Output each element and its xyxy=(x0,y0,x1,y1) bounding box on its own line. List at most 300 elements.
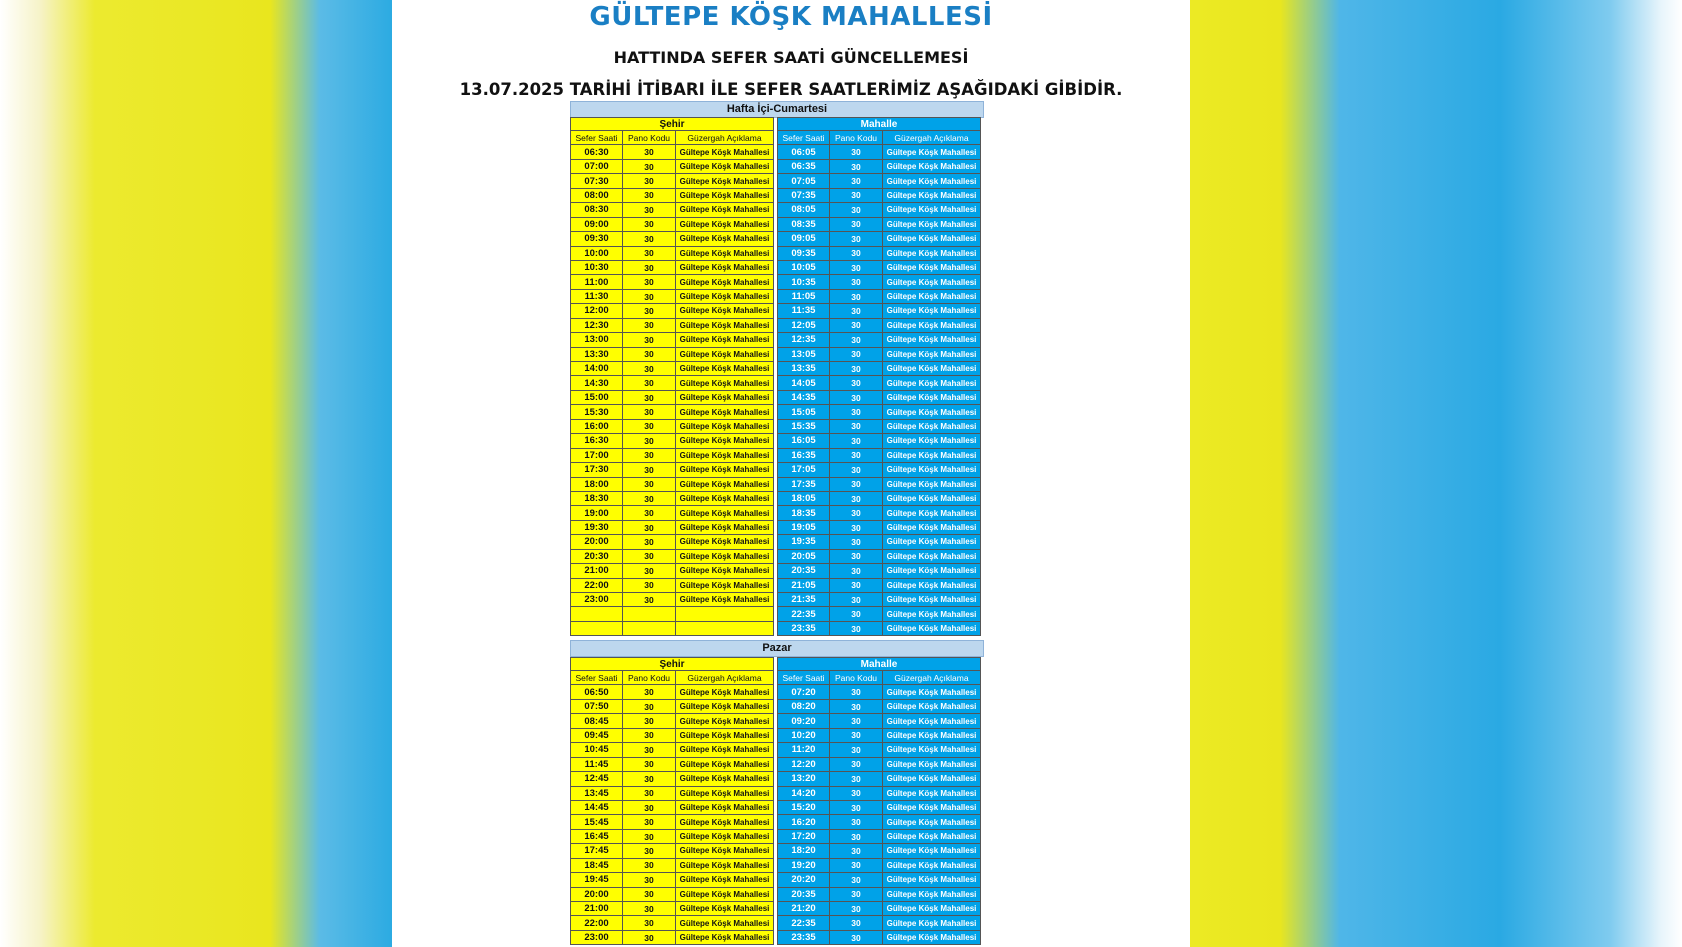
table-row xyxy=(777,607,981,621)
departure-time: 11:35 xyxy=(777,304,830,318)
table-row xyxy=(777,916,981,930)
departure-time: 16:30 xyxy=(570,434,623,448)
departure-time: 17:30 xyxy=(570,463,623,477)
route-code: 30 xyxy=(623,787,676,801)
route-code: 30 xyxy=(623,815,676,829)
departure-time: 23:35 xyxy=(777,622,830,636)
departure-time: 17:45 xyxy=(570,844,623,858)
route-description: Gültepe Köşk Mahallesi xyxy=(883,916,981,930)
route-description: Gültepe Köşk Mahallesi xyxy=(883,362,981,376)
table-row xyxy=(570,247,774,261)
route-description: Gültepe Köşk Mahallesi xyxy=(676,189,774,203)
table-row xyxy=(570,376,774,390)
departure-time: 11:30 xyxy=(570,290,623,304)
route-code: 30 xyxy=(830,478,883,492)
table-row xyxy=(777,247,981,261)
table-row xyxy=(777,801,981,815)
departure-time: 20:05 xyxy=(777,550,830,564)
route-description: Gültepe Köşk Mahallesi xyxy=(676,859,774,873)
route-code: 30 xyxy=(830,405,883,419)
route-description: Gültepe Köşk Mahallesi xyxy=(676,247,774,261)
route-code: 30 xyxy=(830,434,883,448)
route-description: Gültepe Köşk Mahallesi xyxy=(883,729,981,743)
table-row xyxy=(777,376,981,390)
table-row xyxy=(570,304,774,318)
route-description: Gültepe Köşk Mahallesi xyxy=(676,550,774,564)
effective-date-notice: 13.07.2025 TARİHİ İTİBARI İLE SEFER SAATLERİMİZ AŞAĞIDAKİ GİBİDİR. xyxy=(459,80,1123,99)
route-code: 30 xyxy=(830,521,883,535)
departure-time: 07:35 xyxy=(777,189,830,203)
departure-time: 13:30 xyxy=(570,348,623,362)
route-description: Gültepe Köşk Mahallesi xyxy=(883,772,981,786)
departure-time: 14:30 xyxy=(570,376,623,390)
table-row xyxy=(570,232,774,246)
table-row xyxy=(777,685,981,699)
table-row xyxy=(570,550,774,564)
route-description: Gültepe Köşk Mahallesi xyxy=(676,319,774,333)
route-description: Gültepe Köşk Mahallesi xyxy=(676,376,774,390)
table-row xyxy=(570,729,774,743)
departure-time: 23:00 xyxy=(570,931,623,945)
departure-time: 17:05 xyxy=(777,463,830,477)
table-row xyxy=(570,873,774,887)
route-code: 30 xyxy=(830,801,883,815)
departure-time: 07:20 xyxy=(777,685,830,699)
weekday-sehir-table xyxy=(570,117,774,636)
route-description: Gültepe Köşk Mahallesi xyxy=(883,203,981,217)
route-description: Gültepe Köşk Mahallesi xyxy=(883,593,981,607)
route-code: 30 xyxy=(830,685,883,699)
route-description: Gültepe Köşk Mahallesi xyxy=(676,579,774,593)
departure-time: 20:30 xyxy=(570,550,623,564)
departure-time: 12:35 xyxy=(777,333,830,347)
departure-time: 13:45 xyxy=(570,787,623,801)
departure-time: 19:45 xyxy=(570,873,623,887)
route-description: Gültepe Köşk Mahallesi xyxy=(883,506,981,520)
departure-time: 08:05 xyxy=(777,203,830,217)
route-description: Gültepe Köşk Mahallesi xyxy=(883,319,981,333)
departure-time: 13:35 xyxy=(777,362,830,376)
departure-time: 15:35 xyxy=(777,420,830,434)
route-description: Gültepe Köşk Mahallesi xyxy=(676,160,774,174)
table-row xyxy=(570,607,774,621)
route-code: 30 xyxy=(623,550,676,564)
table-row xyxy=(777,189,981,203)
route-description: Gültepe Köşk Mahallesi xyxy=(676,203,774,217)
route-description: Gültepe Köşk Mahallesi xyxy=(676,261,774,275)
route-code: 30 xyxy=(830,916,883,930)
route-code: 30 xyxy=(623,391,676,405)
departure-time: 15:20 xyxy=(777,801,830,815)
route-code: 30 xyxy=(830,189,883,203)
table-row xyxy=(570,492,774,506)
table-row xyxy=(570,579,774,593)
table-row xyxy=(777,579,981,593)
route-description: Gültepe Köşk Mahallesi xyxy=(883,521,981,535)
departure-time: 13:00 xyxy=(570,333,623,347)
route-code: 30 xyxy=(623,859,676,873)
departure-time: 13:05 xyxy=(777,348,830,362)
column-header-row xyxy=(777,131,981,145)
table-row xyxy=(777,232,981,246)
table-row xyxy=(777,348,981,362)
route-description: Gültepe Köşk Mahallesi xyxy=(676,478,774,492)
route-code: 30 xyxy=(623,714,676,728)
route-description: Gültepe Köşk Mahallesi xyxy=(676,275,774,289)
route-description: Gültepe Köşk Mahallesi xyxy=(676,463,774,477)
route-code: 30 xyxy=(623,579,676,593)
departure-time: 22:00 xyxy=(570,579,623,593)
route-code: 30 xyxy=(830,830,883,844)
sunday-sehir-table xyxy=(570,657,774,945)
departure-time: 13:20 xyxy=(777,772,830,786)
route-description: Gültepe Köşk Mahallesi xyxy=(883,714,981,728)
route-code: 30 xyxy=(830,420,883,434)
table-row xyxy=(777,333,981,347)
route-code: 30 xyxy=(623,888,676,902)
table-row xyxy=(777,729,981,743)
page-title: GÜLTEPE KÖŞK MAHALLESİ xyxy=(589,2,993,32)
table-row xyxy=(777,492,981,506)
table-row xyxy=(777,888,981,902)
departure-time: 06:30 xyxy=(570,145,623,159)
route-code: 30 xyxy=(830,449,883,463)
route-description: Gültepe Köşk Mahallesi xyxy=(676,931,774,945)
table-row xyxy=(570,391,774,405)
route-code: 30 xyxy=(623,247,676,261)
route-description: Gültepe Köşk Mahallesi xyxy=(883,218,981,232)
route-description: Gültepe Köşk Mahallesi xyxy=(883,873,981,887)
departure-time: 19:30 xyxy=(570,521,623,535)
departure-time: 18:30 xyxy=(570,492,623,506)
route-description: Gültepe Köşk Mahallesi xyxy=(676,714,774,728)
route-description: Gültepe Köşk Mahallesi xyxy=(676,772,774,786)
table-row xyxy=(570,593,774,607)
table-row xyxy=(570,521,774,535)
route-description: Gültepe Köşk Mahallesi xyxy=(883,622,981,636)
route-description: Gültepe Köşk Mahallesi xyxy=(676,420,774,434)
route-description: Gültepe Köşk Mahallesi xyxy=(676,348,774,362)
route-code: 30 xyxy=(623,145,676,159)
departure-time: 11:20 xyxy=(777,743,830,757)
column-header-row xyxy=(570,131,774,145)
route-description: Gültepe Köşk Mahallesi xyxy=(676,434,774,448)
route-code: 30 xyxy=(623,376,676,390)
table-row xyxy=(570,449,774,463)
departure-time: 09:00 xyxy=(570,218,623,232)
departure-time: 21:35 xyxy=(777,593,830,607)
page-subtitle: HATTINDA SEFER SAATİ GÜNCELLEMESİ xyxy=(613,48,969,67)
route-description: Gültepe Köşk Mahallesi xyxy=(676,362,774,376)
table-row xyxy=(570,218,774,232)
table-row xyxy=(570,758,774,772)
route-description: Gültepe Köşk Mahallesi xyxy=(883,550,981,564)
table-row xyxy=(777,391,981,405)
route-description: Gültepe Köşk Mahallesi xyxy=(883,189,981,203)
departure-time: 10:00 xyxy=(570,247,623,261)
departure-time: 09:20 xyxy=(777,714,830,728)
route-code: 30 xyxy=(830,304,883,318)
table-row xyxy=(777,700,981,714)
departure-time: 08:35 xyxy=(777,218,830,232)
section-title-sunday: Pazar xyxy=(570,640,984,657)
table-row xyxy=(570,830,774,844)
column-header-row xyxy=(570,671,774,685)
departure-time: 17:00 xyxy=(570,449,623,463)
table-row xyxy=(777,902,981,916)
route-description: Gültepe Köşk Mahallesi xyxy=(676,174,774,188)
departure-time: 14:45 xyxy=(570,801,623,815)
route-code: 30 xyxy=(623,873,676,887)
table-row xyxy=(777,449,981,463)
table-row xyxy=(570,506,774,520)
route-description: Gültepe Köşk Mahallesi xyxy=(676,304,774,318)
route-code: 30 xyxy=(830,564,883,578)
route-description: Gültepe Köşk Mahallesi xyxy=(883,376,981,390)
route-code: 30 xyxy=(623,434,676,448)
table-row xyxy=(570,916,774,930)
departure-time: 14:00 xyxy=(570,362,623,376)
departure-time: 20:00 xyxy=(570,888,623,902)
route-code: 30 xyxy=(830,714,883,728)
schedule-sheet xyxy=(392,0,1190,947)
departure-time: 10:45 xyxy=(570,743,623,757)
departure-time: 20:35 xyxy=(777,888,830,902)
route-code: 30 xyxy=(830,333,883,347)
route-code: 30 xyxy=(623,931,676,945)
route-description: Gültepe Köşk Mahallesi xyxy=(883,333,981,347)
departure-time: 20:00 xyxy=(570,535,623,549)
departure-time: 18:35 xyxy=(777,506,830,520)
route-description: Gültepe Köşk Mahallesi xyxy=(883,787,981,801)
route-code: 30 xyxy=(830,787,883,801)
table-row xyxy=(570,420,774,434)
table-row xyxy=(777,145,981,159)
table-row xyxy=(570,564,774,578)
route-code: 30 xyxy=(623,700,676,714)
table-row xyxy=(570,405,774,419)
table-row xyxy=(777,859,981,873)
departure-time: 08:45 xyxy=(570,714,623,728)
departure-time: 18:00 xyxy=(570,478,623,492)
table-row xyxy=(777,218,981,232)
table-row xyxy=(570,174,774,188)
route-description: Gültepe Köşk Mahallesi xyxy=(883,174,981,188)
departure-time: 12:00 xyxy=(570,304,623,318)
route-code: 30 xyxy=(623,449,676,463)
departure-time: 15:00 xyxy=(570,391,623,405)
departure-time: 21:00 xyxy=(570,564,623,578)
table-row xyxy=(777,622,981,636)
table-row xyxy=(777,261,981,275)
route-description: Gültepe Köşk Mahallesi xyxy=(676,492,774,506)
route-code: 30 xyxy=(830,290,883,304)
table-row xyxy=(570,622,774,636)
route-description: Gültepe Köşk Mahallesi xyxy=(883,700,981,714)
departure-time: 11:45 xyxy=(570,758,623,772)
route-description: Gültepe Köşk Mahallesi xyxy=(883,290,981,304)
route-code: 30 xyxy=(623,405,676,419)
table-row xyxy=(777,160,981,174)
route-code: 30 xyxy=(830,174,883,188)
route-description: Gültepe Köşk Mahallesi xyxy=(676,232,774,246)
departure-time: 12:20 xyxy=(777,758,830,772)
route-code: 30 xyxy=(623,232,676,246)
route-description: Gültepe Köşk Mahallesi xyxy=(883,348,981,362)
route-code: 30 xyxy=(623,362,676,376)
column-header: Sefer Saati xyxy=(570,671,623,685)
column-header: Pano Kodu xyxy=(830,671,883,685)
route-description: Gültepe Köşk Mahallesi xyxy=(676,290,774,304)
departure-time: 23:00 xyxy=(570,593,623,607)
route-description: Gültepe Köşk Mahallesi xyxy=(883,931,981,945)
departure-time: 18:05 xyxy=(777,492,830,506)
route-description: Gültepe Köşk Mahallesi xyxy=(883,815,981,829)
table-row xyxy=(777,593,981,607)
departure-time: 09:35 xyxy=(777,247,830,261)
route-code: 30 xyxy=(623,348,676,362)
route-code: 30 xyxy=(830,319,883,333)
departure-time: 15:30 xyxy=(570,405,623,419)
table-row xyxy=(570,787,774,801)
table-row xyxy=(570,362,774,376)
route-description: Gültepe Köşk Mahallesi xyxy=(883,492,981,506)
column-header: Pano Kodu xyxy=(623,131,676,145)
departure-time: 12:30 xyxy=(570,319,623,333)
table-row xyxy=(570,844,774,858)
route-code: 30 xyxy=(623,290,676,304)
departure-time: 19:05 xyxy=(777,521,830,535)
route-description: Gültepe Köşk Mahallesi xyxy=(676,888,774,902)
route-code: 30 xyxy=(623,218,676,232)
route-description: Gültepe Köşk Mahallesi xyxy=(676,830,774,844)
route-code: 30 xyxy=(830,622,883,636)
route-description: Gültepe Köşk Mahallesi xyxy=(676,902,774,916)
departure-time: 21:20 xyxy=(777,902,830,916)
departure-time: 22:35 xyxy=(777,916,830,930)
route-description: Gültepe Köşk Mahallesi xyxy=(883,478,981,492)
route-description: Gültepe Köşk Mahallesi xyxy=(883,434,981,448)
column-header: Sefer Saati xyxy=(777,131,830,145)
route-code: 30 xyxy=(830,463,883,477)
departure-time: 14:20 xyxy=(777,787,830,801)
table-row xyxy=(777,506,981,520)
route-description: Gültepe Köşk Mahallesi xyxy=(883,902,981,916)
table-row xyxy=(777,434,981,448)
departure-time: 16:05 xyxy=(777,434,830,448)
group-header-mahalle: Mahalle xyxy=(777,657,981,671)
departure-time: 12:45 xyxy=(570,772,623,786)
table-row xyxy=(570,348,774,362)
table-row xyxy=(570,275,774,289)
route-code: 30 xyxy=(830,261,883,275)
group-header-sehir: Şehir xyxy=(570,657,774,671)
route-code: 30 xyxy=(623,772,676,786)
column-header-row xyxy=(777,671,981,685)
route-description: Gültepe Köşk Mahallesi xyxy=(883,685,981,699)
table-row xyxy=(777,772,981,786)
departure-time: 08:20 xyxy=(777,700,830,714)
table-row xyxy=(777,290,981,304)
table-row xyxy=(777,873,981,887)
table-row xyxy=(570,290,774,304)
group-header-mahalle: Mahalle xyxy=(777,117,981,131)
departure-time: 09:05 xyxy=(777,232,830,246)
route-code: 30 xyxy=(830,873,883,887)
departure-time: 06:35 xyxy=(777,160,830,174)
route-description: Gültepe Köşk Mahallesi xyxy=(676,844,774,858)
table-row xyxy=(777,714,981,728)
route-description: Gültepe Köşk Mahallesi xyxy=(676,758,774,772)
route-code: 30 xyxy=(830,203,883,217)
route-description xyxy=(676,607,774,621)
departure-time: 15:05 xyxy=(777,405,830,419)
column-header: Pano Kodu xyxy=(830,131,883,145)
route-code: 30 xyxy=(830,275,883,289)
route-description xyxy=(676,622,774,636)
departure-time: 08:30 xyxy=(570,203,623,217)
route-description: Gültepe Köşk Mahallesi xyxy=(883,232,981,246)
route-description: Gültepe Köşk Mahallesi xyxy=(676,564,774,578)
departure-time: 17:20 xyxy=(777,830,830,844)
departure-time: 11:00 xyxy=(570,275,623,289)
table-row xyxy=(570,478,774,492)
departure-time: 11:05 xyxy=(777,290,830,304)
route-description: Gültepe Köşk Mahallesi xyxy=(883,830,981,844)
route-code: 30 xyxy=(830,232,883,246)
table-row xyxy=(570,261,774,275)
route-description: Gültepe Köşk Mahallesi xyxy=(883,304,981,318)
table-row xyxy=(570,463,774,477)
departure-time: 20:20 xyxy=(777,873,830,887)
route-code: 30 xyxy=(623,463,676,477)
route-description: Gültepe Köşk Mahallesi xyxy=(883,801,981,815)
route-code: 30 xyxy=(623,506,676,520)
route-code: 30 xyxy=(830,506,883,520)
table-row xyxy=(570,203,774,217)
route-description: Gültepe Köşk Mahallesi xyxy=(883,449,981,463)
table-row xyxy=(570,888,774,902)
route-code: 30 xyxy=(623,478,676,492)
route-description: Gültepe Köşk Mahallesi xyxy=(676,218,774,232)
departure-time: 10:05 xyxy=(777,261,830,275)
table-row xyxy=(777,478,981,492)
table-row xyxy=(570,902,774,916)
route-code: 30 xyxy=(623,593,676,607)
route-description: Gültepe Köşk Mahallesi xyxy=(883,247,981,261)
route-code: 30 xyxy=(830,348,883,362)
route-code: 30 xyxy=(830,579,883,593)
route-description: Gültepe Köşk Mahallesi xyxy=(676,333,774,347)
route-description: Gültepe Köşk Mahallesi xyxy=(676,815,774,829)
table-row xyxy=(777,405,981,419)
table-row xyxy=(777,830,981,844)
table-row xyxy=(570,333,774,347)
route-description: Gültepe Köşk Mahallesi xyxy=(883,391,981,405)
column-header: Güzergah Açıklama xyxy=(676,131,774,145)
route-code: 30 xyxy=(623,174,676,188)
route-description: Gültepe Köşk Mahallesi xyxy=(676,916,774,930)
route-description: Gültepe Köşk Mahallesi xyxy=(883,405,981,419)
route-description: Gültepe Köşk Mahallesi xyxy=(883,420,981,434)
table-row xyxy=(570,535,774,549)
route-code: 30 xyxy=(623,564,676,578)
table-row xyxy=(777,550,981,564)
route-code: 30 xyxy=(830,362,883,376)
departure-time: 06:05 xyxy=(777,145,830,159)
table-row xyxy=(777,931,981,945)
route-description: Gültepe Köşk Mahallesi xyxy=(676,391,774,405)
